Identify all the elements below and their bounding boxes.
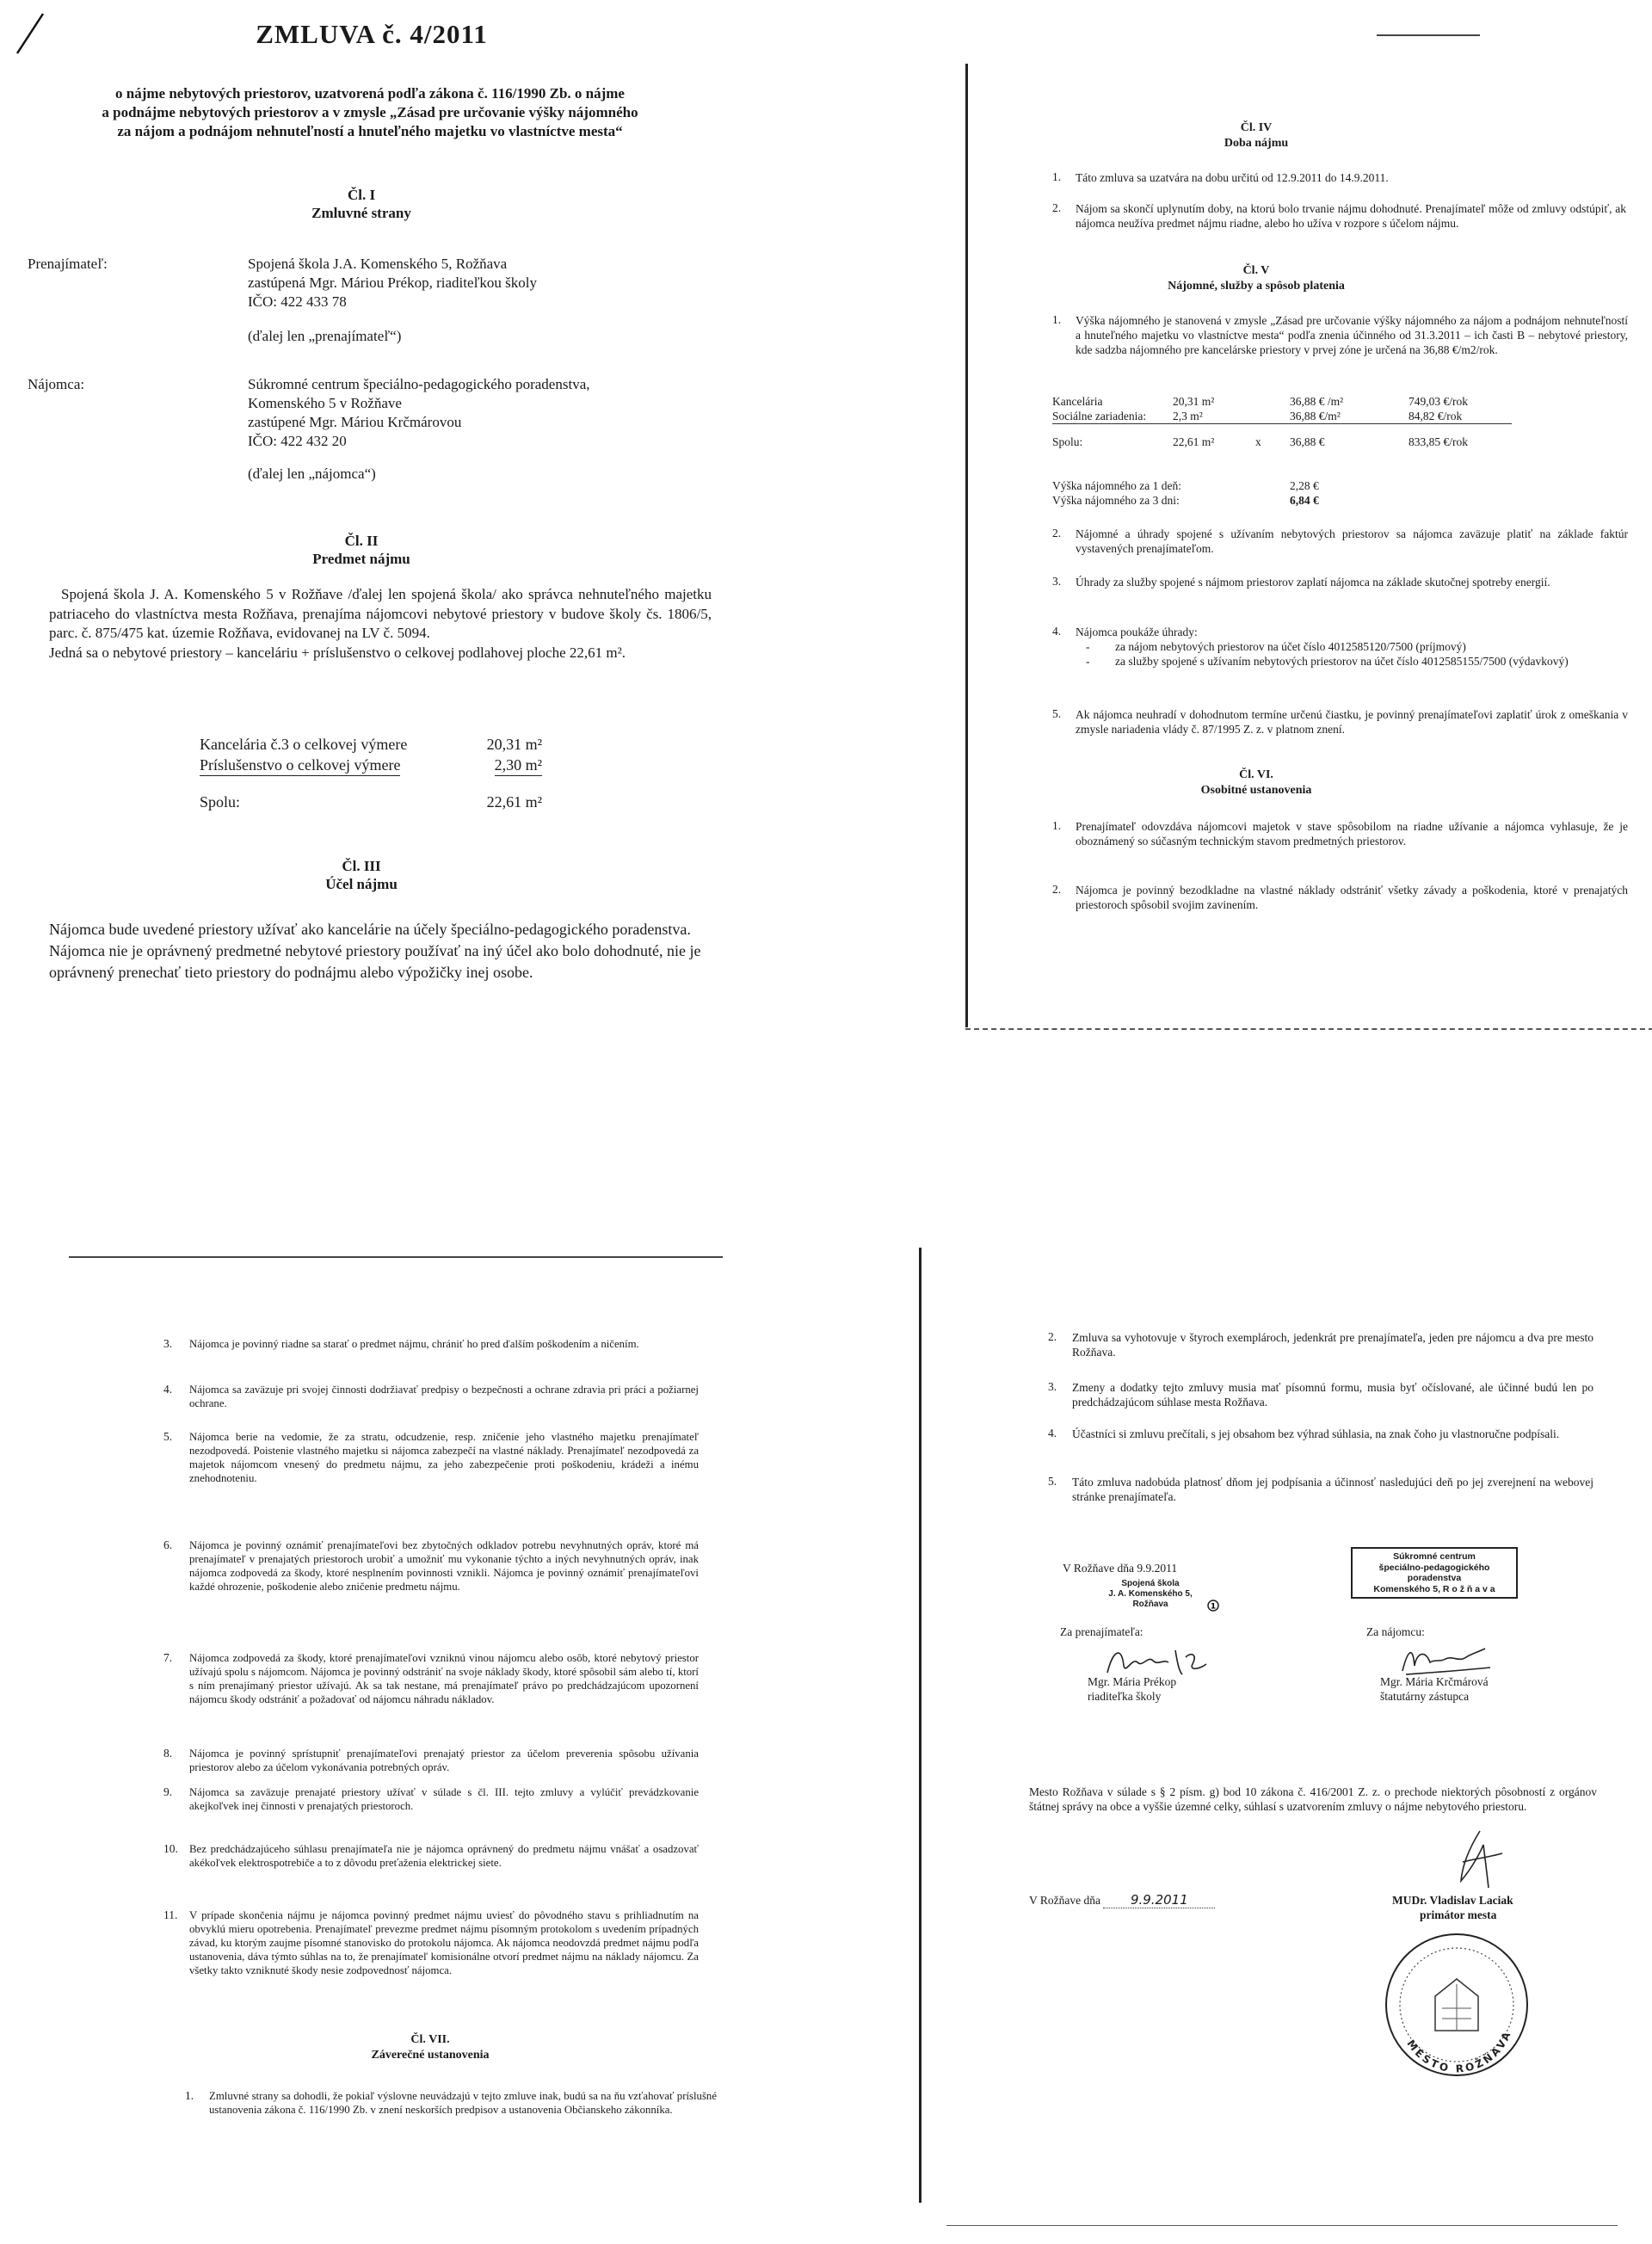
- page-2: Čl. IV Doba nájmu 1. Táto zmluva sa uzatvára na dobu určitú od 12.9.2011 do 14.9.2011. 2. Nájom sa skončí uplynutím doby, na ktorú bolo trvanie nájmu dohodnuté. Prenajímateľ môže od zmluvy odstúpiť, ak nájomca neužíva predmet nájmu riadne, alebo ho užíva v rozpore s účelom nájmu. Čl. V Nájomné, služby a spôsob platenia 1. Výška nájomného je stanovená v zmysle „Zásad pre určovanie výšky nájomného za nájom a podnájom nehnuteľností a hnuteľného majetku vo vlastníctve mesta“ podľa znenia účinného od 31.3.2011 – ich časti B – nebytové priestory, kde sadzba nájomného pre kancelárske priestory v prvej zóne je určená na 36,88 €/m2/rok. Kancelária 20,31 m² 36,88 € /m² 749,03 €/rok Sociálne zariadenia: 2,3 m² 36,88 €/m² 84,82 €/rok Spolu: 22,61 m² x 36,88 € 833,85 €/rok Výška nájomného za 1 deň: 2,28 € Výška nájomného za 3 dni: 6,84 € 2. Nájomné a úhrady spojené s užívaním nebytových priestorov sa nájomca zaväzuje platiť na základe faktúr vystavených prenajímateľom. 3. Úhrady za služby spojené s nájmom priestorov zaplatí nájomca na základe skutočnej spotreby energií. 4. Nájomca poukáže úhrady: - za nájom nebytových priestorov na účet číslo 4012585120/7500 (príjmový) - za služby spojené s užívaním nebytových priestorov na účet číslo 4012585155/7500 (výdavkový) 5. Ak nájomca neuhradí v dohodnutom termíne určenú čiastku, je povinný prenajímateľovi zaplatiť úrok z omeškania v zmysle nariadenia vlády č. 87/1995 Z. z. v platnom znení. Čl. VI. Osobitné ustanovenia 1. Prenajímateľ odovzdáva nájomcovi majetok v stave spôsobilom na riadne užívanie a nájomca vyhlasuje, že je oboznámený so súčasným technickým stavom predmetných priestorov. 2. Nájomca je povinný bezodkladne na vlastné náklady odstrániť všetky závady a poškodenia, ktoré v prenajatých priestoroch spôsobil svojim zavinením.: [912, 0, 1652, 1050]
- page-edge-left: [919, 1248, 922, 2203]
- list-item: Nájomca je povinný oznámiť prenajímateľovi bez zbytočných odkladov potrebu nevyhnutných opráv, ktoré má prenajímateľ v prenajatých priestoroch urobiť a umožniť mu vykonanie týchto a iných nevyhnutných opráv, inak nájomca zodpovedá za škody, ktoré nesplnením povinnosti vznikli. Nájomca je povinný oznámiť prenajímateľovi každé ohrozenie, poškodenie alebo zničenie predmetu nájmu.: [189, 1539, 699, 1593]
- article-7-heading: Čl. VII. Záverečné ustanovenia: [371, 2033, 490, 2062]
- list-item: Zmluva sa vyhotovuje v štyroch exemplároch, jedenkrát pre prenajímateľa, jeden pre nájomcu a dva pre mesto Rožňava.: [1072, 1331, 1593, 1359]
- article-2-heading: Čl. II Predmet nájmu: [312, 533, 410, 567]
- page-4: 2. Zmluva sa vyhotovuje v štyroch exemplároch, jedenkrát pre prenajímateľa, jeden pre nájomcu a dva pre mesto Rožňava. 3. Zmeny a dodatky tejto zmluvy musia mať písomnú formu, musia byť očíslované, ale účinné budú len po predchádzajúcom súhlase mesta Rožňava. 4. Účastníci si zmluvu prečítali, s jej obsahom bez výhrad súhlasia, na znak čoho ju vlastnoručne podpísali. 5. Táto zmluva nadobúda platnosť dňom jej podpísania a účinnosť nasledujúci deň po jej zverejnení na webovej stránke prenajímateľa. V Rožňave dňa 9.9.2011 Spojená škola J. A. Komenského 5, Rožňava 1 Súkromné centrum špeciálno-pedagogického poradenstva Komenského 5, R o ž ň a v a Za prenajímateľa: Za nájomcu: Mgr. Mária Prékop riaditeľka školy Mgr. Mária Krčmárová štatutárny zástupca Mesto Rožňava v súlade s § 2 písm. g) bod 10 zákona č. 416/2001 Z. z. o prechode niektorých pôsobností z orgánov štátnej správy na obce a vyššie územné celky, súhlasí s uzatvorením zmluvy o nájme nebytového priestoru. V Rožňave dňa 9.9.2011 MUDr. Vladislav Laciak primátor mesta MESTO ROŽŇAVA: [912, 1205, 1652, 2244]
- contract-title: ZMLUVA č. 4/2011: [256, 19, 488, 49]
- list-item: Nájomca berie na vedomie, že za stratu, odcudzenie, resp. zničenie jeho vlastného majetku prenajímateľ nezodpovedá. Poistenie vlastného majetku si nájomca zabezpečí na vlastné náklady. Prenajímateľ nezodpovedá za majetok nájomcom vnesený do predmetu nájmu, za jeho zabezpečenie proti poškodeniu, krádeži a inému znehodnoteniu.: [189, 1431, 699, 1484]
- article-3-text: Nájomca bude uvedené priestory užívať ako kancelárie na účely špeciálno-pedagogického poradenstva. Nájomca nie je oprávnený predmetné nebytové priestory používať na iný účel ako bolo dohodnuté, nie je oprávnený prenechať tieto priestory do podnájmu alebo výpožičky inej osobe.: [49, 921, 701, 981]
- svg-text:MESTO ROŽŇAVA: MESTO ROŽŇAVA: [1404, 2027, 1514, 2075]
- page-edge-bottom: [965, 1028, 1652, 1030]
- lessor-details: Spojená škola J.A. Komenského 5, Rožňava zastúpená Mgr. Máriou Prékop, riaditeľkou školy IČO: 422 433 78 (ďalej len „prenajímateľ“): [248, 256, 537, 344]
- page-edge-bottom: [946, 2225, 1618, 2226]
- page-edge-left: [965, 64, 968, 1027]
- lessee-signature: [1396, 1637, 1499, 1680]
- list-item: Nájomca je povinný bezodkladne na vlastné náklady odstrániť všetky závady a poškodenia, ktoré v prenajatých priestoroch spôsobil svojim zavinením.: [1076, 884, 1628, 911]
- area-table: [200, 734, 542, 812]
- article-5-heading: Čl. V Nájomné, služby a spôsob platenia: [1168, 264, 1345, 293]
- article-7-item-1: Zmluvné strany sa dohodli, že pokiaľ výslovne neuvádzajú v tejto zmluve inak, budú sa na ňu vzťahovať príslušné ustanovenia zákona č. 116/1990 Zb. v znení neskorších predpisov a ustanovenia Občianskeho zákonníka.: [209, 2090, 717, 2116]
- svg-text:1: 1: [1210, 1602, 1217, 1612]
- lessor-sign-label: Za prenajímateľa:: [1060, 1625, 1143, 1638]
- article-3-heading: Čl. III Účel nájmu: [325, 858, 398, 892]
- rent-total-row: Spolu: 22,61 m² x 36,88 € 833,85 €/rok: [1052, 424, 1512, 450]
- center-stamp: Súkromné centrum špeciálno-pedagogického poradenstva Komenského 5, R o ž ň a v a: [1351, 1547, 1518, 1599]
- school-stamp: Spojená škola J. A. Komenského 5, Rožňava: [1108, 1579, 1193, 1609]
- list-item: Nájomné a úhrady spojené s užívaním nebytových priestorov sa nájomca zaväzuje platiť na základe faktúr vystavených prenajímateľom.: [1076, 527, 1628, 555]
- page-edge-top: [69, 1256, 723, 1258]
- article-6-heading: Čl. VI. Osobitné ustanovenia: [1200, 768, 1312, 797]
- list-item: Táto zmluva sa uzatvára na dobu určitú od 12.9.2011 do 14.9.2011.: [1076, 171, 1389, 184]
- area-row: Príslušenstvo o celkovej výmere 2,30 m²: [200, 755, 542, 776]
- list-item: V prípade skončenia nájmu je nájomca povinný predmet nájmu uviesť do pôvodného stavu s prihliadnutím na obvyklú mieru opotrebenia. Prenajímateľ prevezme predmet nájmu písomným protokolom s uvedením prípadných závad, ku ktorým zaujme písomné stanovisko do protokolu nájomca. Ak nájomca neodovzdá predmet nájmu podľa ustanovenia, dáva týmto súhlas na to, že prenajímateľ komisionálne otvorí predmet nájmu na náklady nájomcu. Za všetky takto vzniknuté škody nesie zodpovednosť nájomca.: [189, 1909, 699, 1976]
- article-1-heading: Čl. I Zmluvné strany: [311, 187, 411, 221]
- lessor-signatory: Mgr. Mária Prékop riaditeľka školy: [1088, 1675, 1177, 1703]
- list-item: Nájom sa skončí uplynutím doby, na ktorú bolo trvanie nájmu dohodnuté. Prenajímateľ môže od zmluvy odstúpiť, ak nájomca neužíva predmet nájmu riadne, alebo ho užíva v rozpore s účelom nájmu.: [1076, 202, 1626, 230]
- city-seal-icon: [1382, 1929, 1532, 2082]
- list-item: Táto zmluva nadobúda platnosť dňom jej podpísania a účinnosť nasledujúci deň po jej zverejnení na webovej stránke prenajímateľa.: [1072, 1476, 1593, 1503]
- rent-row: Sociálne zariadenia: 2,3 m² 36,88 €/m² 84,82 €/rok: [1052, 410, 1463, 422]
- list-item: Nájomca je povinný sprístupniť prenajímateľovi prenajatý priestor za účelom preverenia spôsobu užívania priestorov alebo za účelom vykonávania potrebných opráv.: [189, 1748, 699, 1773]
- lessee-sign-label: Za nájomcu:: [1366, 1625, 1425, 1638]
- rent-row: Kancelária 20,31 m² 36,88 € /m² 749,03 €/rok: [1052, 395, 1468, 408]
- city-consent-text: Mesto Rožňava v súlade s § 2 písm. g) bod 10 zákona č. 416/2001 Z. z. o prechode niektorých pôsobností z orgánov štátnej správy na obce a vyššie územné celky, súhlasí s uzatvorením zmluvy o nájme nebytového priestoru.: [1029, 1785, 1597, 1813]
- list-item: Zmeny a dodatky tejto zmluvy musia mať písomnú formu, musia byť očíslované, ale účinné budú len po predchádzajúcom súhlase mesta Rožňava.: [1072, 1381, 1593, 1409]
- article-5-item-4: Nájomca poukáže úhrady: - za nájom nebytových priestorov na účet číslo 4012585120/7500 (príjmový) - za služby spojené s užívaním nebytových priestorov na účet číslo 4012585155/7500 (výdavkový): [1076, 626, 1569, 668]
- list-item: Účastníci si zmluvu prečítali, s jej obsahom bez výhrad súhlasia, na znak čoho ju vlastnoručne podpísali.: [1072, 1427, 1560, 1440]
- corner-mark: [15, 12, 46, 55]
- city-date: V Rožňave dňa 9.9.2011: [1029, 1893, 1215, 1908]
- article-2-text: Spojená škola J. A. Komenského 5 v Rožňave /ďalej len spojená škola/ ako správca nehnuteľného majetku patriaceho do vlastníctva mesta Rožňava, prenajíma nájomcovi nebytové priestory v budove školy čs. 1806/5, parc. č. 875/475 kat. územie Rožňava, evidovanej na LV č. 5094. Jedná sa o nebytové priestory – kanceláriu + príslušenstvo o celkovej podlahovej ploche 22,61 m².: [49, 586, 712, 661]
- mayor-signatory: MUDr. Vladislav Laciak primátor mesta: [1392, 1894, 1513, 1921]
- article-5-item-1: Výška nájomného je stanovená v zmysle „Zásad pre určovanie výšky nájomného za nájom a podnájom nehnuteľností a hnuteľného majetku vo vlastníctve mesta“ podľa znenia účinného od 31.3.2011 – ich časti B – nebytové priestory, kde sadzba nájomného pre kancelárske priestory v prvej zóne je určená na 36,88 €/m2/rok.: [1076, 314, 1628, 356]
- list-item: Nájomca sa zaväzuje prenajaté priestory užívať v súlade s čl. III. tejto zmluvy a vylúčiť prevádzkovanie akejkoľvek inej činnosti v prenajatých priestoroch.: [189, 1786, 699, 1812]
- list-item: Úhrady za služby spojené s nájmom priestorov zaplatí nájomca na základe skutočnej spotreby energií.: [1076, 576, 1550, 589]
- lessee-label: Nájomca:: [28, 376, 85, 392]
- page-1: [0, 0, 826, 1119]
- list-item: Prenajímateľ odovzdáva nájomcovi majetok v stave spôsobilom na riadne užívanie a nájomca vyhlasuje, že je oboznámený so súčasným technickým stavom predmetných priestorov.: [1076, 820, 1628, 848]
- article-4-heading: Čl. IV Doba nájmu: [1224, 121, 1289, 150]
- page-3: 3. Nájomca je povinný riadne sa starať o predmet nájmu, chrániť ho pred ďalším poškodením a ničením. 4. Nájomca sa zaväzuje pri svojej činnosti dodržiavať predpisy o bezpečnosti a ochrane zdravia pri práci a požiarnej ochrane. 5. Nájomca berie na vedomie, že za stratu, odcudzenie, resp. zničenie jeho vlastného majetku prenajímateľ nezodpovedá. Poistenie vlastného majetku si nájomca zabezpečí na vlastné náklady. Prenajímateľ nezodpovedá za majetok nájomcom vnesený do predmetu nájmu, za jeho zabezpečenie proti poškodeniu, krádeži a inému znehodnoteniu. 6. Nájomca je povinný oznámiť prenajímateľovi bez zbytočných odkladov potrebu nevyhnutných opráv, ktoré má prenajímateľ v prenajatých priestoroch urobiť a umožniť mu vykonanie týchto a iných nevyhnutných opráv, inak nájomca zodpovedá za škody, ktoré nesplnením povinnosti vznikli. Nájomca je povinný oznámiť prenajímateľovi každé ohrozenie, poškodenie alebo zničenie predmetu nájmu. 7. Nájomca zodpovedá za škody, ktoré prenajímateľovi vzniknú vinou nájomcu alebo osôb, ktoré nebytový priestor užívajú spolu s nájomcom. Nájomca je povinný odstrániť na svoje náklady škody, ktoré spôsobil sám alebo tí, ktorí s ním prenajímaný priestor užívajú. Ak sa tak nestane, má prenajímateľ právo po predchádzajúcom upozornení nájomcu škody odstrániť a požadovať od nájomcu náhradu nákladov. 8. Nájomca je povinný sprístupniť prenajímateľovi prenajatý priestor za účelom preverenia spôsobu užívania priestorov alebo za účelom vykonávania potrebných opráv. 9. Nájomca sa zaväzuje prenajaté priestory užívať v súlade s čl. III. tejto zmluvy a vylúčiť prevádzkovanie akejkoľvek inej činnosti v prenajatých priestoroch. 10. Bez predchádzajúceho súhlasu prenajímateľa nie je nájomca oprávnený do predmetu nájmu vnášať a osadzovať akékoľvek elektrospotrebiče a to z dôvodu preťaženia elektrickej siete. 11. V prípade skončenia nájmu je nájomca povinný predmet nájmu uviesť do pôvodného stavu s prihliadnutím na obvyklú mieru opotrebenia. Prenajímateľ prevezme predmet nájmu písomným protokolom s uvedením prípadných závad, ku ktorým zaujme písomné stanovisko do protokolu nájomca. Ak nájomca neodovzdá predmet nájmu podľa ustanovenia, dáva týmto súhlas na to, že prenajímateľ komisionálne otvorí predmet nájmu na náklady nájomcu. Za všetky takto vzniknuté škody nesie zodpovednosť nájomca. Čl. VII. Záverečné ustanovenia 1. Zmluvné strany sa dohodli, že pokiaľ výslovne neuvádzajú v tejto zmluve inak, budú sa na ňu vzťahovať príslušné ustanovenia zákona č. 116/1990 Zb. v znení neskorších predpisov a ustanovenia Občianskeho zákonníka.: [0, 1205, 826, 2244]
- list-item: Bez predchádzajúceho súhlasu prenajímateľa nie je nájomca oprávnený do predmetu nájmu vnášať a osadzovať akékoľvek elektrospotrebiče a to z dôvodu preťaženia elektrickej siete.: [189, 1843, 699, 1869]
- lessee-details: Súkromné centrum špeciálno-pedagogického poradenstva, Komenského 5 v Rožňave zastúpené Mgr. Máriou Krčmárovou IČO: 422 432 20 (ďalej len „nájomca“): [248, 376, 590, 482]
- signing-place-date: V Rožňave dňa 9.9.2011: [1063, 1562, 1178, 1575]
- lessor-label: Prenajímateľ:: [28, 256, 108, 272]
- stamp-number-icon: [1206, 1599, 1220, 1612]
- lessee-signatory: Mgr. Mária Krčmárová štatutárny zástupca: [1380, 1675, 1489, 1703]
- list-item: Nájomca je povinný riadne sa starať o predmet nájmu, chrániť ho pred ďalším poškodením a ničením.: [189, 1338, 639, 1350]
- rent-per-day: Výška nájomného za 1 deň: 2,28 € Výška nájomného za 3 dni: 6,84 €: [1052, 479, 1319, 507]
- list-item: Nájomca zodpovedá za škody, ktoré prenajímateľovi vzniknú vinou nájomcu alebo osôb, ktoré nebytový priestor užívajú spolu s nájomcom. Nájomca je povinný odstrániť na svoje náklady škody, ktoré spôsobil sám alebo tí, ktorí s ním prenajímaný priestor užívajú. Ak sa tak nestane, má prenajímateľ právo po predchádzajúcom upozornení nájomcu škody odstrániť a požadovať od nájomcu náhradu nákladov.: [189, 1652, 699, 1705]
- list-item: Nájomca sa zaväzuje pri svojej činnosti dodržiavať predpisy o bezpečnosti a ochrane zdravia pri práci a požiarnej ochrane.: [189, 1384, 699, 1409]
- rent-table: [1052, 394, 1512, 449]
- area-row: Kancelária č.3 o celkovej výmere 20,31 m²: [200, 736, 542, 753]
- area-total-row: Spolu: 22,61 m²: [200, 793, 542, 811]
- page-edge-top: [1377, 34, 1480, 36]
- article-5-item-5: Ak nájomca neuhradí v dohodnutom termíne určenú čiastku, je povinný prenajímateľovi zaplatiť úrok z omeškania v zmysle nariadenia vlády č. 87/1995 Z. z. v platnom znení.: [1076, 708, 1628, 736]
- contract-subtitle: o nájme nebytových priestorov, uzatvorená podľa zákona č. 116/1990 Zb. o nájme a podnájme nebytových priestorov a v zmysle „Zásad pre určovanie výšky nájomného za nájom a podnájom nehnuteľností a hnuteľného majetku vo vlastníctve mesta“: [102, 85, 638, 139]
